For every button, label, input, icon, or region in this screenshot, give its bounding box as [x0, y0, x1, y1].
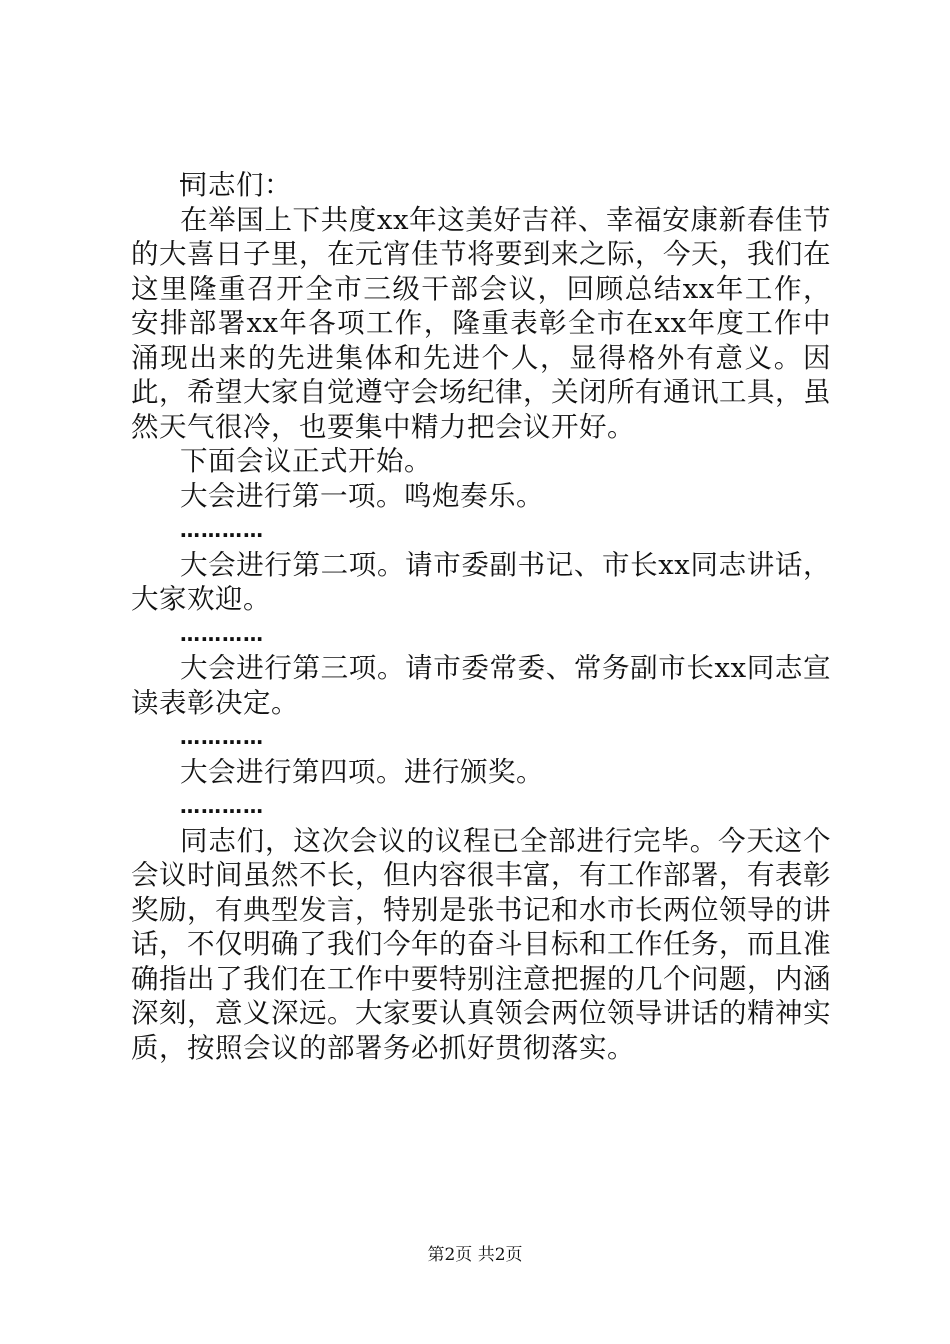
document-body — [131, 168, 831, 1065]
ellipsis-1: ………… — [180, 518, 264, 542]
ellipsis-3: ………… — [180, 725, 264, 749]
agenda-item-1: 大会进行第一项。鸣炮奏乐。 — [180, 479, 544, 512]
ellipsis-4: ………… — [180, 794, 264, 818]
agenda-item-2: 大会进行第二项。请市委副书记、市长xx同志讲话，大家欢迎。 — [131, 548, 831, 615]
closing-paragraph: 同志们，这次会议的议程已全部进行完毕。今天这个会议时间虽然不长，但内容很丰富，有工作部署，有表彰奖励，有典型发言，特别是张书记和水市长两位领导的讲话，不仅明确了我们今年的奋斗目标和工作任务，而且准确指出了我们在工作中要特别注意把握的几个问题，内涵深刻，意义深远。大家要认真领会两位领导讲话的精神实质，按照会议的部署务必抓好贯彻落实。 — [131, 824, 831, 1064]
agenda-item-3: 大会进行第三项。请市委常委、常务副市长xx同志宣读表彰决定。 — [131, 652, 831, 719]
salutation: 同志们： — [180, 169, 292, 201]
page-footer: 第2页 共2页 — [427, 1245, 523, 1265]
ellipsis-2: ………… — [180, 621, 264, 646]
agenda-item-4: 大会进行第四项。进行颁奖。 — [180, 755, 544, 788]
meeting-start-paragraph: 下面会议正式开始。 — [180, 445, 432, 477]
opening-paragraph: 在举国上下共度xx年这美好吉祥、幸福安康新春佳节的大喜日子里，在元宵佳节将要到来之际，今天，我们在这里隆重召开全市三级干部会议，回顾总结xx年工作，安排部署xx年各项工作，隆重表彰全市在xx年度工作中涌现出来的先进集体和先进个人，显得格外有意义。因此，希望大家自觉遵守会场纪律，关闭所有通讯工具，虽然天气很冷，也要集中精力把会议开好。 — [131, 203, 831, 443]
